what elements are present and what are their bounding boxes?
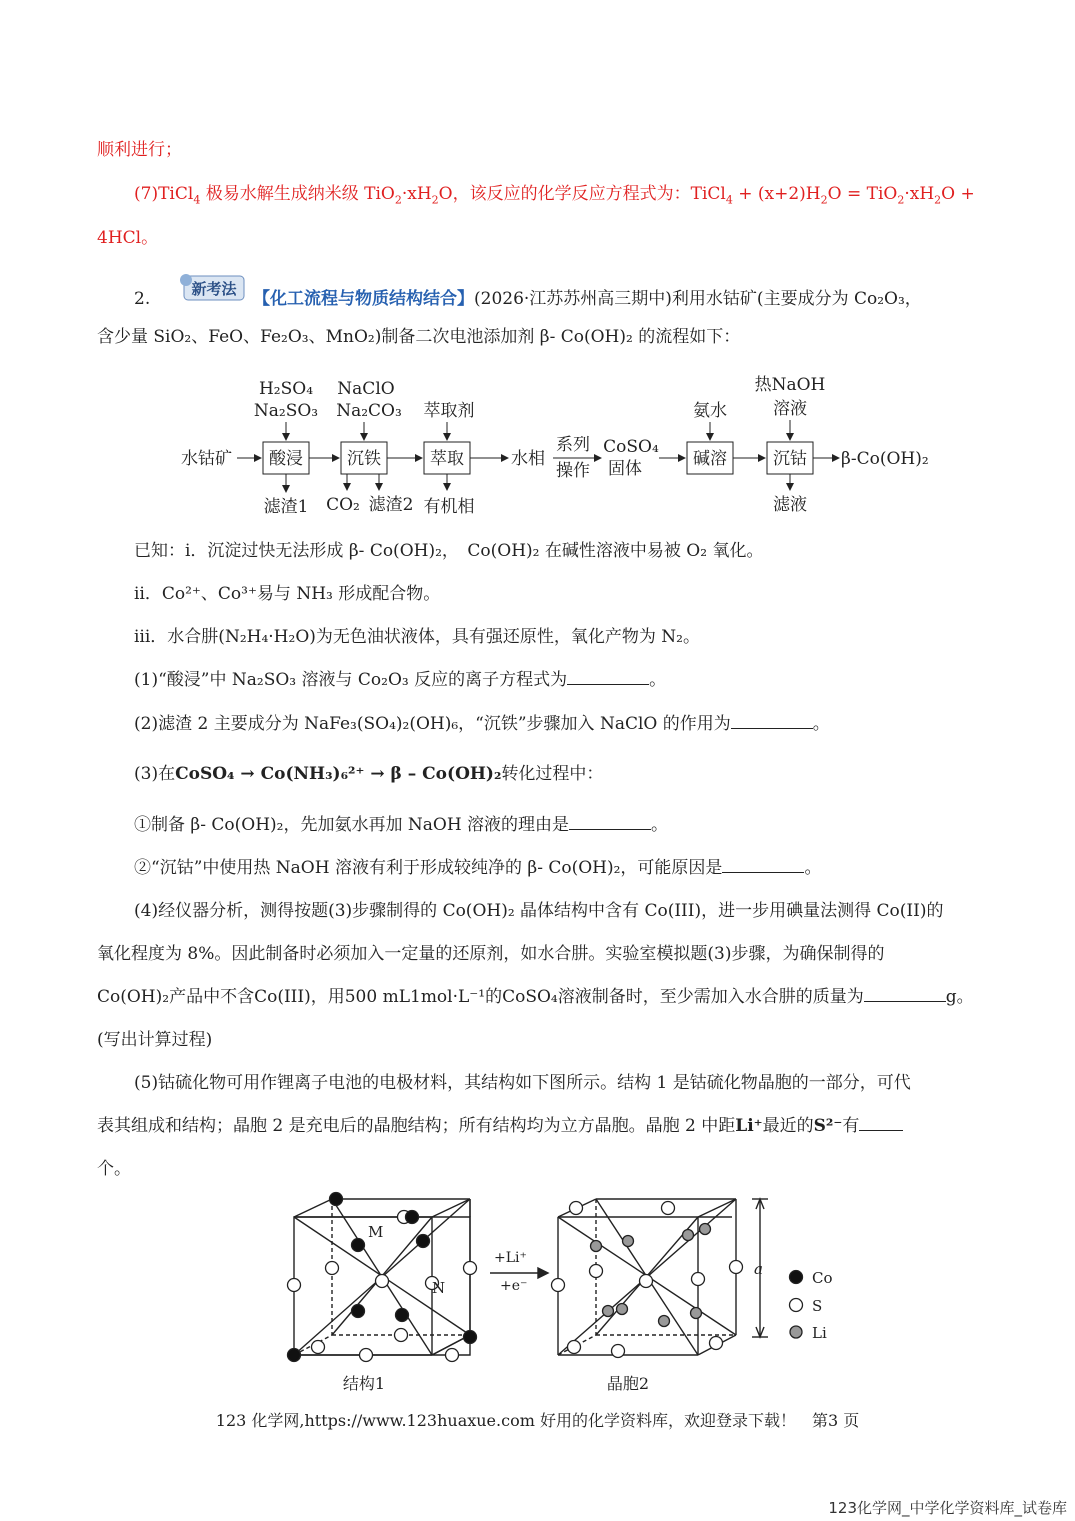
s-atom bbox=[446, 1349, 459, 1362]
question-5-line2: 表其组成和结构；晶胞 2 是充电后的晶胞结构；所有结构均为立方晶胞。晶胞 2 中距Li⁺最近的S²⁻有 bbox=[97, 1114, 903, 1138]
s-atom bbox=[395, 1329, 408, 1342]
question-4-line2: 氧化程度为 8%。因此制备时必须加入一定量的还原剂，如水合肼。实验室模拟题(3)步骤，为确保制得的 bbox=[97, 944, 885, 964]
legend-s: S bbox=[812, 1297, 823, 1315]
conversion-equation: CoSO₄ → Co(NH₃)₆²⁺ → β – Co(OH)₂ bbox=[175, 764, 502, 784]
flow-in4: 氨水 bbox=[693, 401, 727, 421]
question-5-line1: (5)钴硫化物可用作锂离子电池的电极材料，其结构如下图所示。结构 1 是钴硫化物晶胞的一部分，可代 bbox=[134, 1073, 911, 1093]
question-3-2: ②“沉钴”中使用热 NaOH 溶液有利于形成较纯净的 β- Co(OH)₂，可能原因是 。 bbox=[134, 858, 822, 878]
flow-box5-label: 沉钴 bbox=[773, 449, 807, 469]
label-N: N bbox=[432, 1279, 446, 1297]
known-2: ⅱ．Co²⁺、Co³⁺易与 NH₃ 形成配合物。 bbox=[134, 584, 441, 604]
flow-in2a: NaClO bbox=[337, 379, 395, 399]
badge-text: 新考法 bbox=[191, 280, 237, 298]
answer-blank-3-2[interactable] bbox=[722, 856, 804, 873]
watermark: 123化学网_中学化学资料库_试卷库 bbox=[828, 1499, 1067, 1517]
s-atom-center bbox=[376, 1275, 389, 1288]
co-atom bbox=[288, 1349, 301, 1362]
question-5-line3: 个。 bbox=[97, 1159, 131, 1179]
arrow-label-bottom: +e⁻ bbox=[500, 1278, 528, 1294]
new-method-badge bbox=[178, 272, 246, 302]
flow-diagram bbox=[175, 370, 935, 525]
s-atom bbox=[612, 1345, 625, 1358]
co-atom bbox=[396, 1309, 409, 1322]
co-atom bbox=[352, 1305, 365, 1318]
li-atom bbox=[623, 1236, 634, 1247]
co-atom bbox=[464, 1331, 477, 1344]
s-atom bbox=[590, 1265, 603, 1278]
crystal-structure-figure bbox=[280, 1185, 840, 1400]
answer-blank-5[interactable] bbox=[859, 1114, 903, 1131]
legend-s-marker bbox=[790, 1299, 803, 1312]
s-atom bbox=[730, 1261, 743, 1274]
s-atom bbox=[662, 1202, 675, 1215]
li-atom bbox=[700, 1224, 711, 1235]
answer-line-1: (7)TiCl$_4$ 极易水解生成纳米级 $TiO_2\cdot xH_2O$，该反应的化学反应方程式为：TiCl$_4$ + $(x+2)H_2O = TiO_2\cdot xH_2O$ + bbox=[134, 184, 975, 207]
flow-in1a: H₂SO₄ bbox=[258, 379, 314, 399]
s-atom bbox=[464, 1262, 477, 1275]
flow-in5a: 热NaOH bbox=[754, 375, 826, 395]
li-atom bbox=[691, 1308, 702, 1319]
co-atom bbox=[330, 1193, 343, 1206]
flow-op-a: 系列 bbox=[556, 435, 590, 455]
s-atom bbox=[312, 1341, 325, 1354]
question-4-line3: Co(OH)₂产品中不含Co(III)，用500 mL1mol·L⁻¹的CoSO₄溶液制备时，至少需加入水合肼的质量为 g。 bbox=[97, 987, 974, 1007]
question-1: (1)“酸浸”中 Na₂SO₃ 溶液与 Co₂O₃ 反应的离子方程式为 。 bbox=[134, 670, 667, 690]
s-atom-center bbox=[640, 1275, 653, 1288]
question-4-line1: (4)经仪器分析，测得按题(3)步骤制得的 Co(OH)₂ 晶体结构中含有 Co(III)，进一步用碘量法测得 Co(II)的 bbox=[134, 901, 944, 921]
arrow-label-top: +Li⁺ bbox=[494, 1250, 527, 1266]
flow-box1-label: 酸浸 bbox=[269, 449, 303, 469]
li-atom bbox=[683, 1230, 694, 1241]
co-atom bbox=[352, 1239, 365, 1252]
dimension-a: a bbox=[754, 1260, 763, 1278]
flow-in1b: Na₂SO₃ bbox=[253, 401, 319, 421]
label-M: M bbox=[368, 1223, 384, 1241]
legend-li: Li bbox=[812, 1324, 827, 1342]
li-atom bbox=[617, 1304, 628, 1315]
flow-op-b: 操作 bbox=[556, 461, 590, 481]
flow-mid2a: CoSO₄ bbox=[603, 437, 659, 457]
legend-li-marker bbox=[790, 1326, 802, 1338]
legend bbox=[790, 1271, 803, 1339]
answer-blank-4[interactable] bbox=[864, 985, 946, 1002]
question-4-line4: (写出计算过程) bbox=[97, 1030, 213, 1050]
answer-blank-2[interactable] bbox=[731, 712, 813, 729]
s-atom bbox=[710, 1337, 723, 1350]
flow-start: 水钴矿 bbox=[181, 449, 232, 469]
flow-box3-label: 萃取 bbox=[430, 449, 464, 469]
flow-out2b: 滤渣2 bbox=[368, 495, 414, 515]
flow-out2a: CO₂ bbox=[326, 495, 360, 515]
legend-co-marker bbox=[790, 1271, 803, 1284]
question-number: 2. bbox=[134, 289, 151, 309]
page-footer: 123 化学网,https://www.123huaxue.com 好用的化学资料库，欢迎登录下载！ 第3 页 bbox=[215, 1411, 860, 1430]
s-atom bbox=[326, 1262, 339, 1275]
flow-out3: 有机相 bbox=[423, 497, 475, 517]
li-atom bbox=[591, 1241, 602, 1252]
question-intro: 【化工流程与物质结构结合】(2026·江苏苏州高三期中)利用水钴矿(主要成分为 Co₂O₃， bbox=[253, 289, 922, 309]
s-atom bbox=[552, 1279, 565, 1292]
legend-co: Co bbox=[812, 1269, 833, 1287]
flow-out1: 滤渣1 bbox=[263, 497, 309, 517]
question-intro-2: 含少量 SiO₂、FeO、Fe₂O₃、MnO₂)制备二次电池添加剂 β- Co(OH)₂ 的流程如下： bbox=[97, 327, 741, 347]
structure2-label: 晶胞2 bbox=[606, 1374, 650, 1393]
flow-in5b: 溶液 bbox=[773, 399, 807, 419]
flow-mid1: 水相 bbox=[511, 449, 545, 469]
flow-mid2b: 固体 bbox=[608, 459, 642, 479]
flow-in2b: Na₂CO₃ bbox=[336, 401, 402, 421]
s-atom bbox=[692, 1273, 705, 1286]
flow-in3: 萃取剂 bbox=[423, 401, 475, 421]
answer-blank-3-1[interactable] bbox=[569, 813, 651, 830]
s-atom bbox=[570, 1202, 583, 1215]
answer-line-0: 顺利进行； bbox=[97, 140, 182, 160]
question-3-1: ①制备 β- Co(OH)₂，先加氨水再加 NaOH 溶液的理由是 。 bbox=[134, 815, 669, 835]
li-atom bbox=[603, 1306, 614, 1317]
li-atom bbox=[659, 1316, 670, 1327]
question-3: (3)在CoSO₄ → Co(NH₃)₆²⁺ → β – Co(OH)₂转化过程中： bbox=[134, 764, 604, 784]
flow-box2-label: 沉铁 bbox=[347, 449, 381, 469]
co-atom bbox=[406, 1211, 419, 1224]
known-1: 已知：ⅰ．沉淀过快无法形成 β- Co(OH)₂， Co(OH)₂ 在碱性溶液中易被 O₂ 氧化。 bbox=[134, 541, 764, 561]
flow-end: β-Co(OH)₂ bbox=[841, 449, 929, 469]
s-atom bbox=[360, 1349, 373, 1362]
answer-blank-1[interactable] bbox=[567, 668, 649, 685]
structure1-label: 结构1 bbox=[342, 1374, 386, 1393]
question-tag: 【化工流程与物质结构结合】 bbox=[253, 289, 474, 309]
flow-box4-label: 碱溶 bbox=[693, 449, 727, 469]
flow-out5: 滤液 bbox=[773, 495, 807, 515]
s-atom bbox=[568, 1341, 581, 1354]
s-atom bbox=[288, 1279, 301, 1292]
question-2: (2)滤渣 2 主要成分为 NaFe₃(SO₄)₂(OH)₆，“沉铁”步骤加入 NaClO 的作用为 。 bbox=[134, 714, 830, 734]
known-3: ⅲ．水合肼(N₂H₄·H₂O)为无色油状液体，具有强还原性，氧化产物为 N₂。 bbox=[134, 627, 700, 647]
co-atom bbox=[417, 1235, 430, 1248]
answer-line-2: 4HCl。 bbox=[97, 228, 159, 248]
